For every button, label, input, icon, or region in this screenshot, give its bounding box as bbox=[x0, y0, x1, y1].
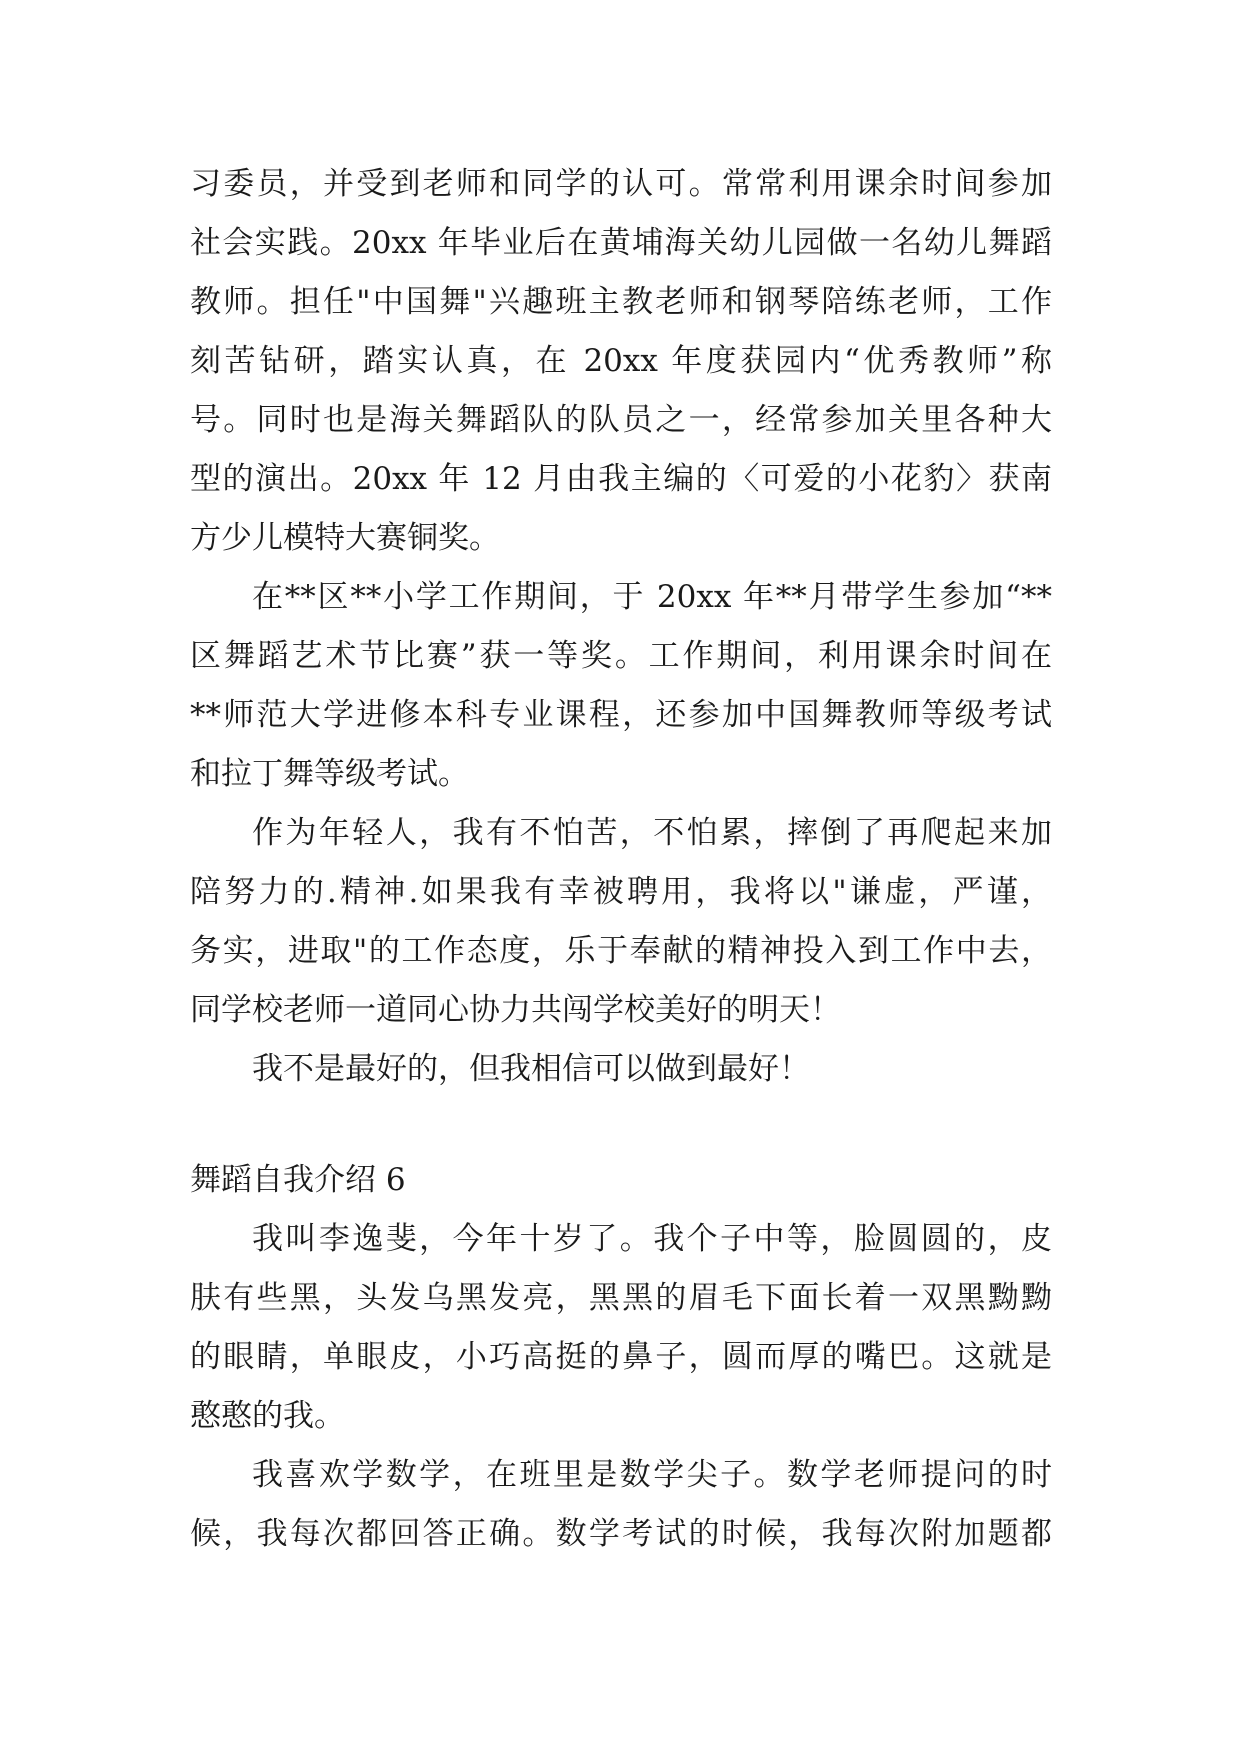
text-line: 憨憨的我。 bbox=[190, 1398, 345, 1434]
text-line: 候，我每次都回答正确。数学考试的时候，我每次附加题都 bbox=[190, 1516, 1052, 1552]
text-line: 务实，进取"的工作态度，乐于奉献的精神投入到工作中去， bbox=[190, 933, 1052, 969]
text-line: 在**区**小学工作期间，于 20xx 年**月带学生参加“** bbox=[252, 579, 1052, 615]
text-line: 教师。担任"中国舞"兴趣班主教老师和钢琴陪练老师，工作 bbox=[190, 284, 1052, 320]
text-line: 作为年轻人，我有不怕苦，不怕累，摔倒了再爬起来加 bbox=[252, 815, 1052, 851]
text-line: 同学校老师一道同心协力共闯学校美好的明天！ bbox=[190, 992, 841, 1028]
text-line: 的眼睛，单眼皮，小巧高挺的鼻子，圆而厚的嘴巴。这就是 bbox=[190, 1339, 1052, 1375]
text-line: 号。同时也是海关舞蹈队的队员之一，经常参加关里各种大 bbox=[190, 402, 1052, 438]
text-line: 和拉丁舞等级考试。 bbox=[190, 756, 469, 792]
section-title: 舞蹈自我介绍 6 bbox=[190, 1162, 406, 1198]
text-line: 我不是最好的，但我相信可以做到最好！ bbox=[252, 1051, 810, 1087]
text-line: **师范大学进修本科专业课程，还参加中国舞教师等级考试 bbox=[190, 697, 1052, 733]
text-line: 刻苦钻研，踏实认真，在 20xx 年度获园内“优秀教师”称 bbox=[190, 343, 1052, 379]
text-line: 我喜欢学数学，在班里是数学尖子。数学老师提问的时 bbox=[252, 1457, 1052, 1493]
text-line: 方少儿模特大赛铜奖。 bbox=[190, 520, 500, 556]
text-line: 陪努力的.精神.如果我有幸被聘用，我将以"谦虚，严谨， bbox=[190, 874, 1052, 910]
text-line: 型的演出。20xx 年 12 月由我主编的〈可爱的小花豹〉获南 bbox=[190, 461, 1052, 497]
text-line: 区舞蹈艺术节比赛”获一等奖。工作期间，利用课余时间在 bbox=[190, 638, 1052, 674]
text-line: 我叫李逸斐，今年十岁了。我个子中等，脸圆圆的，皮 bbox=[252, 1221, 1052, 1257]
text-line: 肤有些黑，头发乌黑发亮，黑黑的眉毛下面长着一双黑黝黝 bbox=[190, 1280, 1052, 1316]
text-line: 习委员，并受到老师和同学的认可。常常利用课余时间参加 bbox=[190, 166, 1052, 202]
text-line: 社会实践。20xx 年毕业后在黄埔海关幼儿园做一名幼儿舞蹈 bbox=[190, 225, 1052, 261]
